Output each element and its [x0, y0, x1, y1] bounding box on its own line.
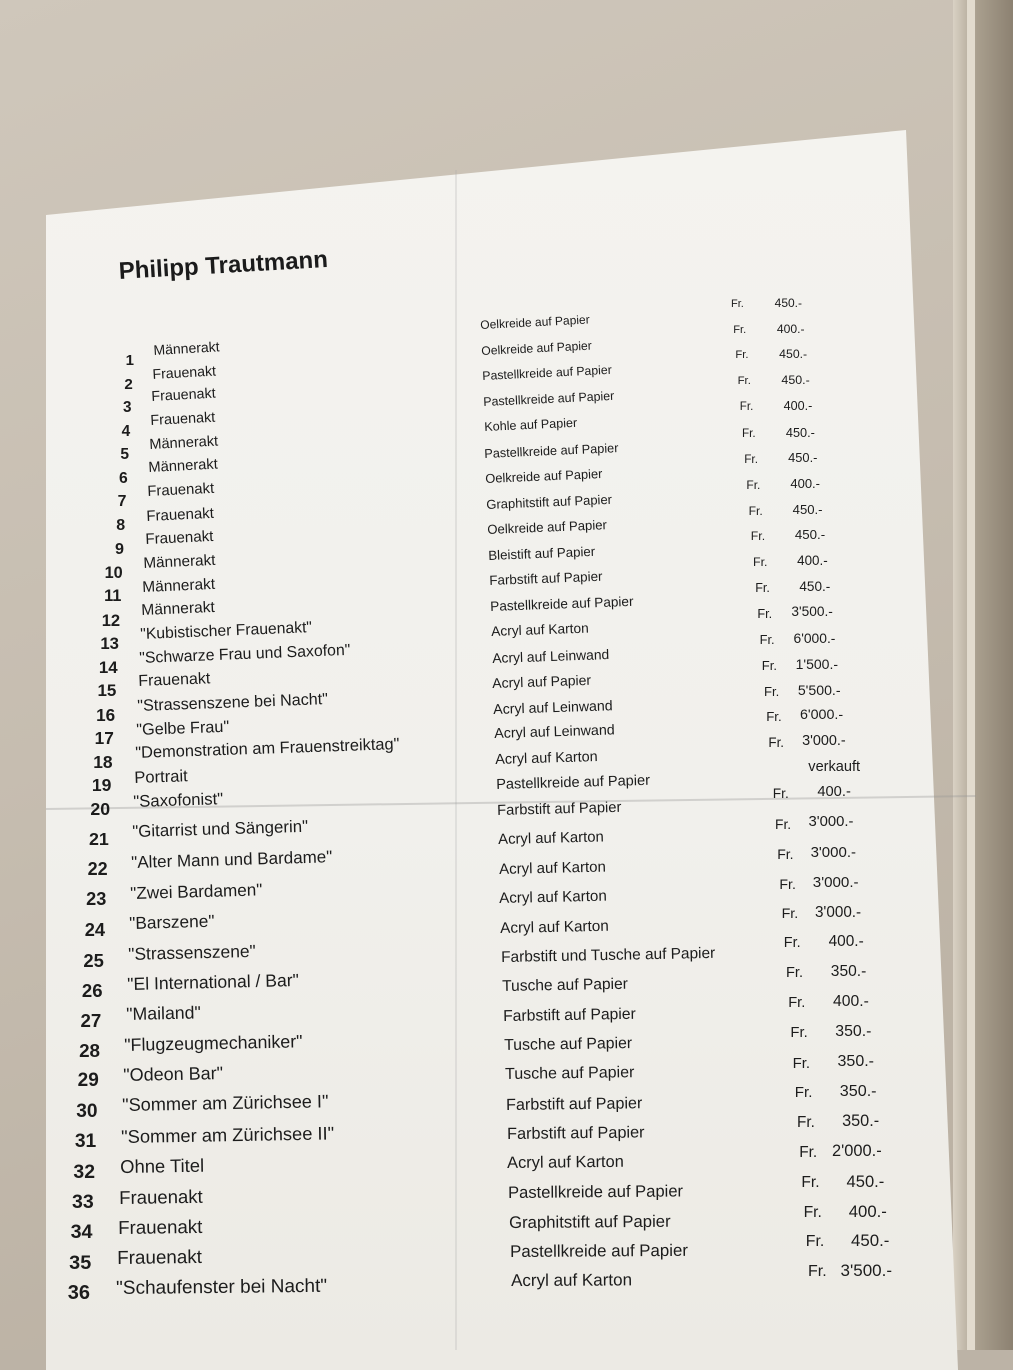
price-currency: Fr.	[797, 1114, 815, 1132]
work-number: 5	[120, 446, 129, 463]
price-currency: Fr.	[808, 1263, 827, 1281]
work-title: "Zwei Bardamen"	[129, 879, 263, 903]
work-title: "Saxofonist"	[132, 788, 224, 811]
price-currency: Fr.	[783, 935, 801, 952]
work-medium: Acryl auf Karton	[497, 829, 604, 848]
work-medium: Acryl auf Karton	[499, 888, 608, 908]
work-title: "Sommer am Zürichsee I"	[122, 1091, 329, 1116]
work-title: "Mailand"	[125, 1002, 201, 1025]
work-medium: Bleistift auf Papier	[487, 543, 596, 563]
price-value: 5'500.-	[797, 681, 841, 698]
work-number: 19	[91, 775, 112, 795]
work-title: "Strassenszene bei Nacht"	[137, 690, 329, 716]
work-medium: Farbstift auf Papier	[505, 1093, 643, 1114]
price-currency: Fr.	[775, 816, 792, 833]
work-number: 14	[98, 657, 118, 677]
work-medium: Acryl auf Karton	[490, 620, 589, 639]
sold-status: verkauft	[808, 758, 861, 775]
price-value: 400.-	[797, 553, 828, 568]
price-value: 400.-	[848, 1201, 887, 1221]
work-number: 27	[80, 1009, 102, 1031]
price-value: 350.-	[842, 1112, 880, 1131]
work-title: "Demonstration am Frauenstreiktag"	[135, 735, 400, 763]
work-medium: Oelkreide auf Papier	[480, 338, 592, 358]
work-title: Männerakt	[143, 551, 217, 573]
work-medium: Oelkreide auf Papier	[485, 465, 603, 486]
work-medium: Acryl auf Leinwand	[494, 722, 616, 742]
price-currency: Fr.	[753, 555, 768, 569]
work-title: "Kubistischer Frauenakt"	[140, 619, 313, 644]
price-value: 450.-	[785, 424, 815, 440]
price-value: 400.-	[776, 321, 805, 336]
price-value: 1'500.-	[795, 655, 838, 672]
work-number: 12	[101, 610, 121, 630]
price-currency: Fr.	[766, 709, 782, 725]
work-title: "Alter Mann und Bardame"	[130, 846, 333, 872]
work-medium: Acryl auf Karton	[495, 748, 598, 768]
price-value: 450.-	[851, 1231, 890, 1251]
price-currency: Fr.	[757, 606, 773, 622]
price-currency: Fr.	[731, 298, 744, 310]
work-number: 18	[93, 751, 113, 772]
price-value: 6'000.-	[799, 707, 844, 724]
price-value: 2'000.-	[832, 1141, 882, 1160]
price-currency: Fr.	[733, 323, 747, 336]
price-currency: Fr.	[781, 905, 799, 922]
work-number: 3	[122, 399, 132, 416]
price-value: 350.-	[837, 1052, 874, 1070]
work-title: Frauenakt	[119, 1185, 204, 1208]
price-value: 3'000.-	[814, 903, 862, 921]
work-title: Männerakt	[141, 599, 216, 620]
work-number: 36	[67, 1281, 90, 1304]
work-number: 8	[116, 516, 126, 534]
work-medium: Farbstift auf Papier	[488, 568, 603, 588]
work-title: Männerakt	[153, 338, 220, 358]
price-value: 400.-	[783, 398, 813, 413]
price-value: 450.-	[792, 501, 823, 517]
work-title: "El International / Bar"	[126, 969, 299, 994]
price-currency: Fr.	[742, 426, 756, 440]
price-value: 400.-	[828, 933, 864, 951]
work-title: Frauenakt	[149, 409, 216, 429]
work-number: 2	[124, 375, 133, 393]
page-title: Philipp Trautmann	[118, 245, 329, 285]
work-number: 6	[118, 469, 128, 487]
work-medium: Farbstift auf Papier	[503, 1005, 636, 1025]
price-value: 3'000.-	[802, 732, 846, 749]
work-number: 29	[77, 1070, 99, 1092]
price-currency: Fr.	[792, 1054, 811, 1072]
work-medium: Acryl auf Karton	[498, 858, 606, 879]
work-number: 32	[73, 1160, 96, 1183]
work-title: Frauenakt	[150, 385, 216, 406]
work-medium: Graphitstift auf Papier	[486, 491, 613, 512]
price-value: 450.-	[774, 296, 802, 310]
work-number: 20	[90, 798, 111, 819]
work-number: 15	[97, 681, 117, 700]
work-title: Portrait	[133, 766, 188, 788]
work-number: 25	[83, 949, 104, 971]
work-number: 11	[104, 587, 122, 605]
work-medium: Farbstift auf Papier	[496, 799, 622, 819]
price-value: 400.-	[817, 784, 851, 801]
work-medium: Graphitstift auf Papier	[509, 1211, 671, 1232]
work-medium: Tusche auf Papier	[504, 1064, 635, 1084]
price-value: 3'000.-	[810, 843, 856, 861]
work-medium: Farbstift auf Papier	[506, 1123, 645, 1143]
work-title: "Sommer am Zürichsee II"	[121, 1122, 335, 1147]
work-number: 16	[96, 704, 116, 725]
work-title: Frauenakt	[151, 362, 217, 382]
work-medium: Oelkreide auf Papier	[487, 517, 608, 537]
work-medium: Farbstift und Tusche auf Papier	[501, 944, 716, 966]
work-title: "Schwarze Frau und Saxofon"	[139, 641, 351, 667]
price-currency: Fr.	[764, 683, 780, 699]
work-medium: Pastellkreide auf Papier	[482, 388, 615, 409]
work-number: 1	[125, 352, 134, 369]
work-title: Frauenakt	[117, 1246, 203, 1269]
work-number: 21	[88, 828, 109, 849]
work-medium: Tusche auf Papier	[503, 1034, 633, 1054]
work-medium: Pastellkreide auf Papier	[489, 593, 634, 614]
work-title: Männerakt	[147, 456, 218, 477]
price-value: 400.-	[833, 992, 869, 1010]
work-title: "Strassenszene"	[127, 940, 256, 964]
work-title: Frauenakt	[146, 480, 215, 500]
price-currency: Fr.	[739, 400, 754, 413]
price-currency: Fr.	[768, 734, 785, 750]
price-value: 3'500.-	[840, 1261, 892, 1281]
price-currency: Fr.	[737, 375, 751, 388]
work-number: 17	[94, 728, 114, 748]
price-value: 350.-	[839, 1082, 877, 1101]
work-number: 35	[69, 1251, 92, 1274]
price-currency: Fr.	[759, 632, 775, 648]
work-title: "Barszene"	[128, 911, 215, 934]
work-medium: Acryl auf Leinwand	[493, 696, 614, 717]
work-title: Frauenakt	[145, 504, 214, 525]
work-number: 9	[114, 540, 124, 558]
price-currency: Fr.	[744, 452, 759, 467]
price-currency: Fr.	[801, 1173, 820, 1191]
price-value: 3'000.-	[808, 814, 854, 831]
work-title: Männerakt	[142, 575, 216, 596]
price-value: 450.-	[794, 527, 826, 543]
work-number: 30	[76, 1100, 98, 1122]
price-currency: Fr.	[750, 529, 766, 544]
work-title: "Schaufenster bei Nacht"	[116, 1275, 328, 1299]
work-title: "Gitarrist und Sängerin"	[131, 816, 309, 842]
work-medium: Pastellkreide auf Papier	[510, 1240, 689, 1261]
price-currency: Fr.	[772, 786, 789, 802]
price-value: 450.-	[788, 450, 818, 466]
work-medium: Pastellkreide auf Papier	[484, 439, 620, 461]
work-title: Männerakt	[148, 433, 219, 453]
work-title: Ohne Titel	[120, 1154, 205, 1178]
price-value: 450.-	[799, 578, 831, 594]
price-value: 450.-	[779, 347, 808, 362]
price-currency: Fr.	[786, 965, 803, 982]
work-title: Frauenakt	[118, 1215, 203, 1238]
price-currency: Fr.	[790, 1024, 808, 1041]
work-number: 13	[100, 634, 119, 653]
work-number: 34	[70, 1221, 93, 1244]
work-title: "Odeon Bar"	[123, 1063, 224, 1086]
price-currency: Fr.	[794, 1084, 813, 1102]
price-value: 6'000.-	[793, 630, 836, 647]
work-number: 26	[81, 979, 103, 1001]
work-medium: Acryl auf Papier	[492, 671, 592, 691]
price-currency: Fr.	[803, 1203, 822, 1221]
price-currency: Fr.	[805, 1233, 825, 1251]
work-medium: Tusche auf Papier	[502, 976, 629, 996]
work-number: 28	[79, 1040, 101, 1062]
price-currency: Fr.	[735, 349, 749, 362]
price-currency: Fr.	[748, 503, 763, 518]
work-title: "Flugzeugmechaniker"	[124, 1031, 304, 1055]
price-value: 3'000.-	[812, 873, 859, 891]
price-value: 3'500.-	[791, 604, 833, 620]
work-number: 10	[104, 563, 123, 582]
work-number: 4	[121, 422, 131, 440]
work-number: 23	[86, 889, 107, 910]
work-number: 33	[72, 1191, 94, 1214]
work-medium: Acryl auf Karton	[511, 1270, 633, 1291]
work-number: 22	[87, 858, 108, 879]
work-number: 31	[74, 1130, 97, 1152]
work-medium: Oelkreide auf Papier	[480, 312, 590, 332]
price-currency: Fr.	[788, 994, 806, 1011]
price-currency: Fr.	[799, 1143, 818, 1161]
price-currency: Fr.	[777, 845, 794, 862]
work-medium: Acryl auf Leinwand	[491, 645, 609, 666]
work-medium: Pastellkreide auf Papier	[495, 772, 651, 793]
price-value: 450.-	[781, 373, 810, 388]
work-title: Frauenakt	[138, 670, 211, 691]
price-currency: Fr.	[779, 875, 796, 892]
work-title: Frauenakt	[144, 528, 214, 549]
price-currency: Fr.	[755, 580, 770, 595]
work-medium: Acryl auf Karton	[507, 1152, 625, 1173]
price-currency: Fr.	[761, 657, 777, 673]
work-medium: Kohle auf Papier	[483, 415, 577, 434]
price-value: 350.-	[835, 1022, 872, 1040]
work-title: "Gelbe Frau"	[136, 717, 230, 739]
price-value: 400.-	[790, 475, 820, 491]
work-number: 24	[84, 919, 106, 941]
price-value: 450.-	[846, 1171, 885, 1191]
work-medium: Acryl auf Karton	[500, 917, 610, 937]
price-currency: Fr.	[746, 477, 761, 492]
price-value: 350.-	[830, 963, 867, 981]
work-medium: Pastellkreide auf Papier	[508, 1181, 684, 1203]
work-medium: Pastellkreide auf Papier	[481, 362, 612, 383]
work-number: 7	[117, 493, 127, 510]
